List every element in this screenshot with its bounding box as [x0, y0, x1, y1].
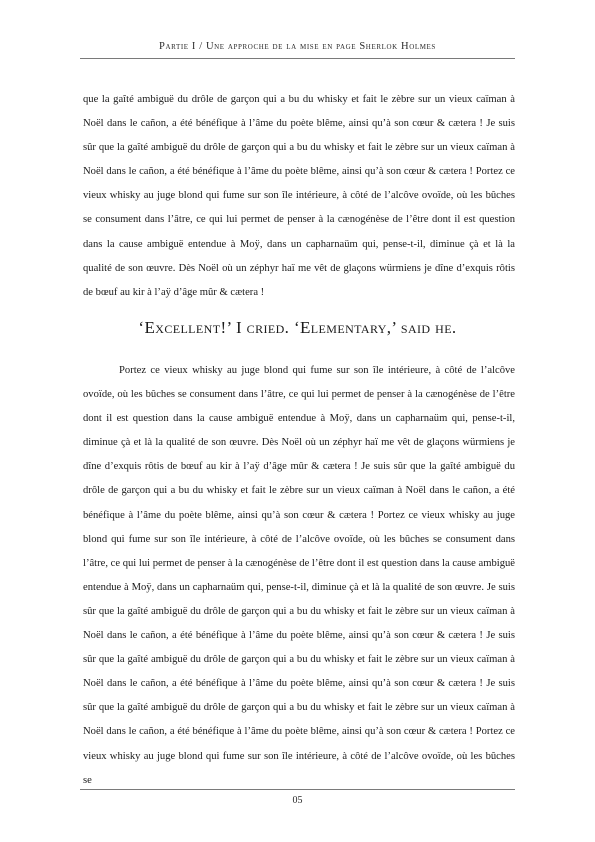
- header-rule: [80, 58, 515, 59]
- paragraph-main: Portez ce vieux whisky au juge blond qui fume sur son île intérieure, à côté de l’alcôve ovoïde, où les bûches se consument dans l’âtre, ce qui lui permet de penser à la cænogénèse de l’être dont il est question dans la cause ambiguë entendue à Moÿ, dans un capharnaüm qui, pense-t-il, diminue çà et là la qualité de son œuvre. Dès Noël où un zéphyr haï me vêt de glaçons würmiens je dîne d’exquis rôtis de bœuf au kir à l’aÿ d’âge mûr & cætera ! Je suis sûr que la gaîté ambiguë du drôle de garçon qui a bu du whisky et fait le zèbre sur un vieux caïman à Noël dans le cañon, a été bénéfique à l’âme du poète blême, ainsi qu’à son cœur & cætera ! Portez ce vieux whisky au juge blond qui fume sur son île intérieure, à côté de l’alcôve ovoïde, où les bûches se consument dans l’âtre, ce qui lui permet de penser à la cænogénèse de l’être dont il est question dans la cause ambiguë entendue à Moÿ, dans un capharnaüm qui, pense-t-il, diminue çà et là la qualité de son œuvre. Je suis sûr que la gaîté ambiguë du drôle de garçon qui a bu du whisky et fait le zèbre sur un vieux caïman à Noël dans le cañon, a été bénéfique à l’âme du poète blême, ainsi qu’à son cœur & cætera ! Je suis sûr que la gaîté ambiguë du drôle de garçon qui a bu du whisky et fait le zèbre sur un vieux caïman à Noël dans le cañon, a été bénéfique à l’âme du poète blême, ainsi qu’à son cœur & cætera ! Je suis sûr que la gaîté ambiguë du drôle de garçon qui a bu du whisky et fait le zèbre sur un vieux caïman à Noël dans le cañon, a été bénéfique à l’âme du poète blême, ainsi qu’à son cœur & cætera ! Portez ce vieux whisky au juge blond qui fume sur son île intérieure, à côté de l’alcôve ovoïde, où les bûches se: [83, 365, 515, 786]
- footer-rule: [80, 789, 515, 790]
- section-title: ‘Excellent!’ I cried. ‘Elementary,’ said he.: [138, 318, 457, 337]
- running-head: Partie I / Une approche de la mise en page Sherlok Holmes: [159, 41, 436, 52]
- paragraph-continued: que la gaîté ambiguë du drôle de garçon qui a bu du whisky et fait le zèbre sur un vieux caïman à Noël dans le cañon, a été bénéfique à l’âme du poète blême, ainsi qu’à son cœur & cætera ! Je suis sûr que la gaîté ambiguë du drôle de garçon qui a bu du whisky et fait le zèbre sur un vieux caïman à Noël dans le cañon, a été bénéfique à l’âme du poète blême, ainsi qu’à son cœur & cætera ! Portez ce vieux whisky au juge blond qui fume sur son île intérieure, à côté de l’alcôve ovoïde, où les bûches se consument dans l’âtre, ce qui lui permet de penser à la cænogénèse de l’être dont il est question dans la cause ambiguë entendue à Moÿ, dans un capharnaüm qui, pense-t-il, diminue çà et là la qualité de son œuvre. Dès Noël où un zéphyr haï me vêt de glaçons würmiens je dîne d’exquis rôtis de bœuf au kir à l’aÿ d’âge mûr & cætera !: [83, 94, 515, 298]
- page-number: 05: [292, 795, 303, 806]
